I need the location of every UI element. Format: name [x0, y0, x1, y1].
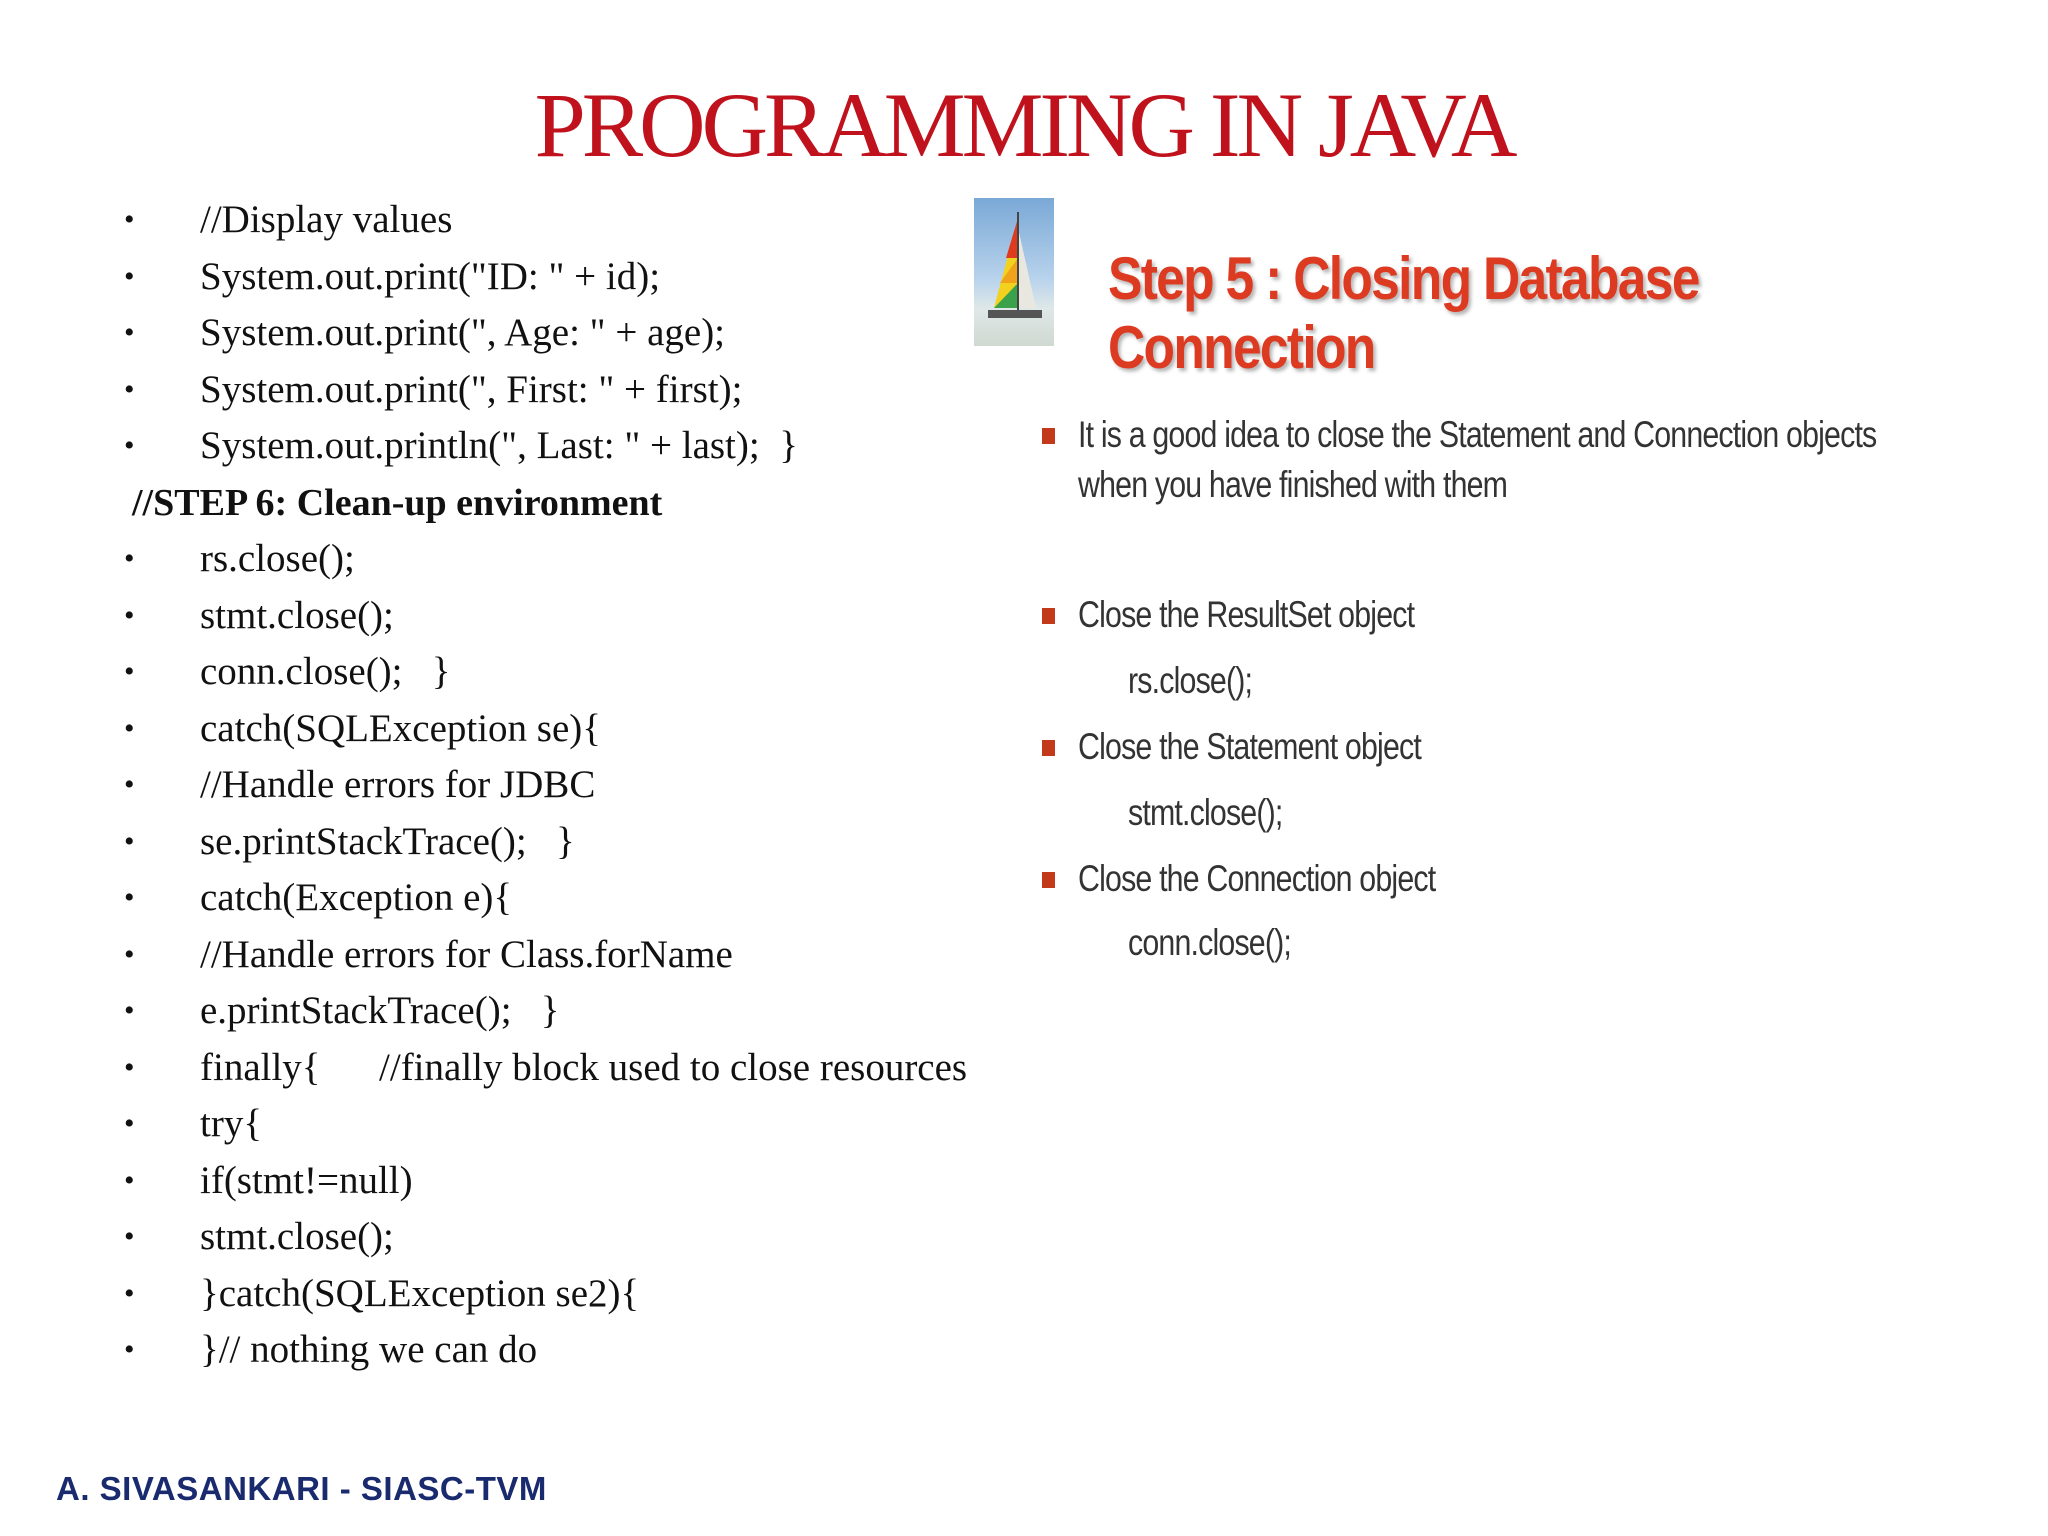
code-line — [120, 814, 1080, 871]
sailboat-icon — [974, 198, 1054, 346]
code-line-text: //STEP 6: Clean-up environment — [132, 481, 663, 524]
code-line — [120, 588, 1080, 645]
code-line — [120, 531, 1080, 588]
slide-title: PROGRAMMING IN JAVA — [534, 74, 1514, 176]
code-line-text: stmt.close(); — [200, 1215, 394, 1258]
code-line — [120, 1153, 1080, 1210]
bullet-dot-icon: • — [124, 1276, 135, 1310]
code-line-text: try{ — [200, 1102, 263, 1145]
bullet-dot-icon: • — [124, 259, 135, 293]
bullet-dot-icon: • — [124, 655, 135, 688]
code-line-text: System.out.println(", Last: " + last); } — [200, 424, 798, 467]
code-line-text: se.printStackTrace(); } — [200, 819, 575, 863]
code-line — [120, 927, 1080, 984]
bullet-square-icon — [1042, 872, 1055, 888]
bullet-dot-icon: • — [124, 937, 135, 971]
code-line-text: //Handle errors for Class.forName — [200, 932, 733, 976]
code-line-text: rs.close(); — [200, 537, 355, 580]
intro-line-2: when you have finished with them — [1078, 464, 1508, 505]
bullet-square-icon — [1042, 608, 1055, 624]
code-line-text: finally{ //finally block used to close resources — [200, 1045, 968, 1089]
bullet-dot-icon: • — [124, 316, 135, 349]
code-line — [120, 1209, 1080, 1266]
code-line — [120, 757, 1080, 814]
code-line — [120, 870, 1080, 927]
bullet-square-icon — [1042, 428, 1055, 444]
footer-author: A. SIVASANKARI - SIASC-TVM — [56, 1470, 547, 1507]
step-heading: Step 5 : Closing Database Connection — [1108, 245, 1699, 381]
bullet-dot-icon: • — [124, 881, 135, 914]
bullet-dot-icon: • — [124, 1107, 135, 1140]
code-line-text: catch(SQLException se){ — [200, 706, 601, 750]
code-line-text: //Display values — [200, 198, 453, 241]
code-line — [120, 305, 1080, 362]
close-connection-label: Close the Connection object — [1078, 858, 1436, 899]
code-line — [120, 418, 1080, 475]
code-line — [120, 1040, 1080, 1097]
code-heading — [120, 475, 1080, 532]
code-line-text: System.out.print(", Age: " + age); — [200, 311, 726, 354]
code-line — [120, 983, 1080, 1040]
sailboat-image — [974, 198, 1054, 346]
code-line-text: if(stmt!=null) — [200, 1158, 413, 1202]
bullet-dot-icon: • — [124, 824, 135, 858]
code-line — [120, 1096, 1080, 1153]
code-line — [120, 362, 1080, 419]
bullet-dot-icon: • — [124, 1220, 135, 1253]
close-resultset-label: Close the ResultSet object — [1078, 594, 1415, 635]
bullet-dot-icon: • — [124, 1163, 135, 1197]
code-listing — [120, 192, 1080, 1379]
code-line — [120, 1322, 1080, 1379]
bullet-square-icon — [1042, 740, 1055, 756]
bullet-dot-icon: • — [124, 1333, 135, 1366]
code-line — [120, 1266, 1080, 1323]
code-line-text: System.out.print(", First: " + first); — [200, 367, 743, 411]
code-line-text: catch(Exception e){ — [200, 876, 513, 919]
close-statement-label: Close the Statement object — [1078, 726, 1421, 767]
code-line — [120, 249, 1080, 306]
intro-line-1: It is a good idea to close the Statement and Connection objects — [1078, 414, 1877, 455]
code-line-text: e.printStackTrace(); } — [200, 989, 560, 1032]
code-line — [120, 701, 1080, 758]
code-line-text: //Handle errors for JDBC — [200, 763, 596, 806]
bullet-dot-icon: • — [124, 711, 135, 745]
bullet-dot-icon: • — [124, 203, 135, 236]
close-resultset-code: rs.close(); — [1128, 660, 1253, 701]
code-line-text: }catch(SQLException se2){ — [200, 1271, 640, 1315]
code-line-text: conn.close(); } — [200, 650, 451, 693]
close-connection-code: conn.close(); — [1128, 922, 1292, 963]
bullet-dot-icon: • — [124, 598, 135, 632]
bullet-dot-icon: • — [124, 1050, 135, 1084]
code-line-text: System.out.print("ID: " + id); — [200, 254, 661, 298]
code-line-text: stmt.close(); — [200, 593, 394, 637]
bullet-dot-icon: • — [124, 429, 135, 462]
code-line — [120, 192, 1080, 249]
code-line-text: }// nothing we can do — [200, 1328, 538, 1371]
close-statement-code: stmt.close(); — [1128, 792, 1283, 833]
bullet-dot-icon: • — [124, 768, 135, 801]
code-line — [120, 644, 1080, 701]
bullet-dot-icon: • — [124, 542, 135, 575]
bullet-dot-icon: • — [124, 994, 135, 1027]
bullet-dot-icon: • — [124, 372, 135, 406]
